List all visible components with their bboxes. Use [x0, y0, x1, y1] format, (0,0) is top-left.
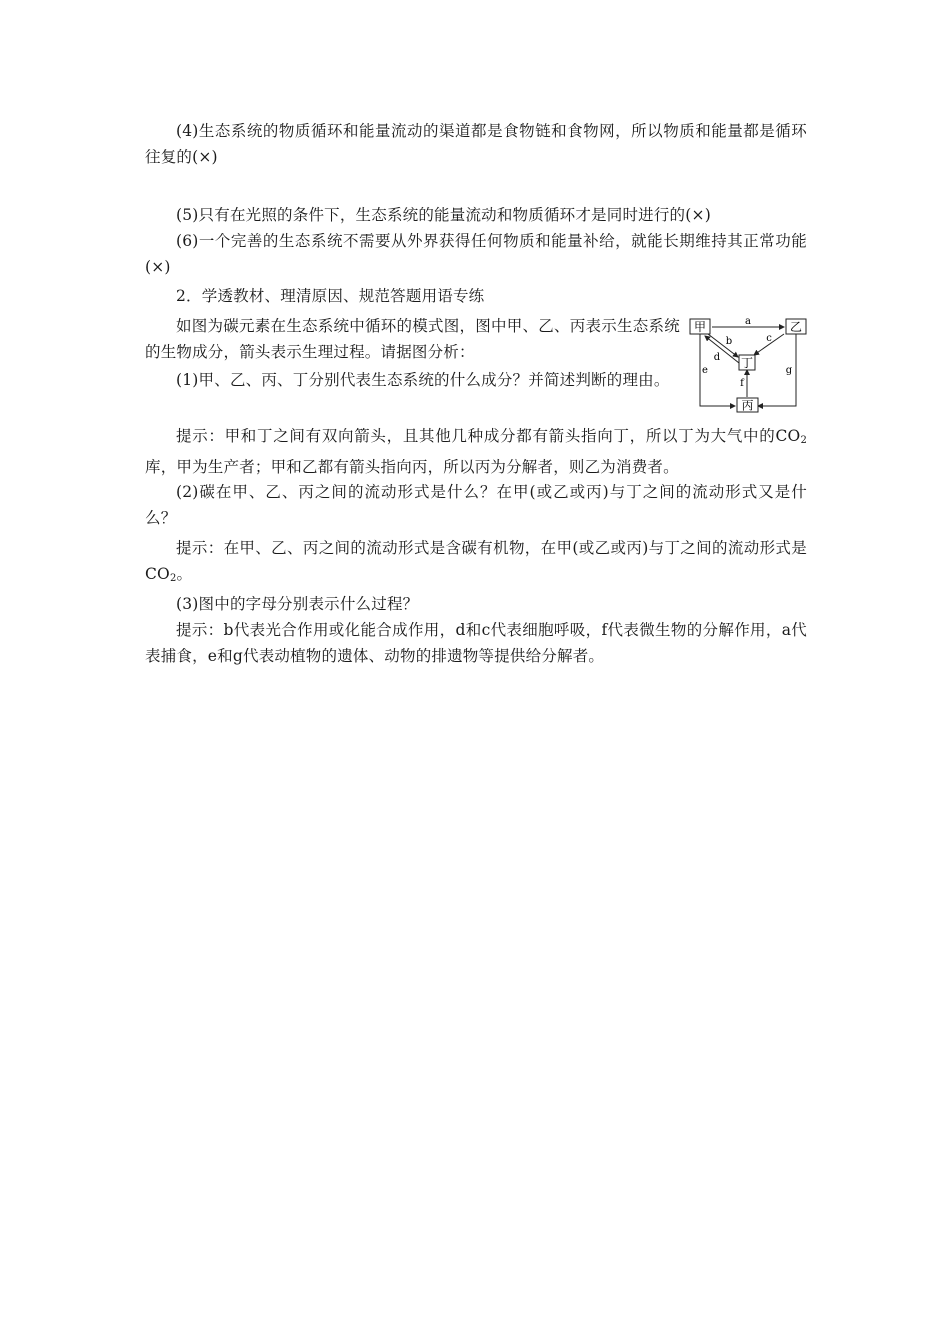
answer-2-text-a: 提示：在甲、乙、丙之间的流动形式是含碳有机物，在甲(或乙或丙)与丁之间的流动形式是CO — [145, 539, 807, 583]
edge-d-label: d — [713, 352, 721, 363]
node-jia-label: 甲 — [693, 320, 707, 334]
node-ding-label: 丁 — [740, 356, 754, 370]
edge-c-label: c — [766, 333, 772, 344]
answer-1-text-a: 提示：甲和丁之间有双向箭头，且其他几种成分都有箭头指向丁，所以丁为大气中的CO — [176, 427, 801, 445]
question-1: (1)甲、乙、丙、丁分别代表生态系统的什么成分？并简述判断的理由。 — [176, 371, 670, 389]
answer-1-text-b: 库，甲为生产者；甲和乙都有箭头指向丙，所以丙为分解者，则乙为消费者。 — [145, 458, 679, 476]
answer-1 — [145, 423, 807, 480]
edge-a-label: a — [745, 316, 751, 327]
co2-subscript: 2 — [169, 573, 177, 584]
co2-subscript: 2 — [800, 435, 807, 446]
statement-6: (6)一个完善的生态系统不需要从外界获得任何物质和能量补给，就能长期维持其正常功能(×) — [145, 232, 807, 276]
statement-4: (4)生态系统的物质循环和能量流动的渠道都是食物链和食物网，所以物质和能量都是循环往复的(×) — [145, 122, 807, 166]
statement-5: (5)只有在光照的条件下，生态系统的能量流动和物质循环才是同时进行的(×) — [176, 206, 711, 224]
edge-d-arrow — [705, 336, 739, 363]
answer-3: 提示：b代表光合作用或化能合成作用，d和c代表细胞呼吸，f代表微生物的分解作用，a代表捕食，e和g代表动植物的遗体、动物的排遗物等提供给分解者。 — [145, 621, 807, 665]
section-heading: 2．学透教材、理清原因、规范答题用语专练 — [176, 287, 485, 305]
edge-g-label: g — [785, 365, 793, 376]
edge-b-label: b — [725, 336, 733, 347]
carbon-cycle-diagram — [688, 313, 808, 413]
edge-e-label: e — [702, 365, 708, 376]
edge-f-label: f — [740, 378, 744, 389]
edge-b-arrow — [708, 334, 738, 357]
diagram-intro: 如图为碳元素在生态系统中循环的模式图，图中甲、乙、丙表示生态系统的生物成分，箭头表示生理过程。请据图分析： — [145, 317, 680, 361]
answer-2-text-b: 。 — [176, 565, 193, 583]
question-2: (2)碳在甲、乙、丙之间的流动形式是什么？在甲(或乙或丙)与丁之间的流动形式又是什么？ — [145, 483, 807, 527]
answer-2 — [145, 535, 807, 592]
node-yi-label: 乙 — [789, 320, 803, 334]
question-3: (3)图中的字母分别表示什么过程？ — [176, 595, 419, 613]
node-bing-label: 丙 — [741, 398, 754, 413]
